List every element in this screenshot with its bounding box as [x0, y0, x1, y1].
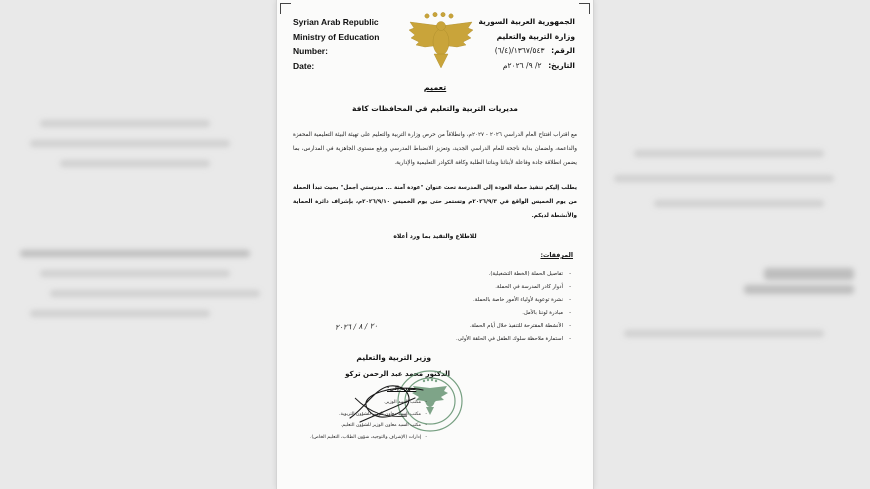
- attachments-title: المرفقات:: [540, 252, 573, 259]
- list-item: -أدوار كادر المدرسة في الحملة.: [495, 284, 571, 290]
- list-item: -إدارات (الإشراف والتوجيه، شؤون الطلاب، التعليم الخاص).: [309, 434, 427, 440]
- blurred-background-right: [594, 0, 870, 489]
- republic-en: Syrian Arab Republic: [293, 17, 379, 27]
- list-item: -مكتب السيد معاون الوزير للشؤون التربوية.: [339, 411, 427, 417]
- date-value-ar: ٢/ ٩/ ٢٠٢٦م: [502, 60, 542, 70]
- list-item: -تفاصيل الحملة (الخطة التشغيلية).: [488, 271, 571, 277]
- list-item: -استمارة ملاحظة سلوك الطفل في الحلقة الأولى.: [456, 336, 571, 342]
- crop-mark: [579, 3, 590, 14]
- handwritten-date: ٢٠ / ٨ / ٢٠٢٦: [334, 321, 378, 332]
- minister-title: وزير التربية والتعليم: [356, 353, 431, 362]
- attachments-list: [311, 268, 571, 346]
- header-english: [293, 15, 379, 73]
- number-label-ar: الرقم:: [551, 46, 575, 55]
- date-label-ar: التاريخ:: [548, 60, 575, 70]
- list-item: -مبادرة لوننا بالأمل.: [522, 310, 571, 316]
- date-label-en: Date:: [293, 60, 315, 71]
- list-item: -نشرة توعوية لأولياء الأمور خاصة بالحملة.: [473, 297, 571, 303]
- list-item: -مكتب السيد معاون الوزير للشؤون التعليم.: [340, 423, 427, 428]
- blurred-background-left: [0, 0, 276, 489]
- ministry-en: Ministry of Education: [293, 31, 380, 42]
- date-row-ar: [479, 59, 576, 74]
- minister-name: الدكتور محمد عبد الرحمن تركو: [345, 370, 450, 378]
- crop-mark: [280, 3, 291, 14]
- list-item: -الأنشطة المقترحة للتنفيذ خلال أيام الحملة.: [469, 323, 571, 329]
- number-label-en: Number:: [293, 46, 328, 56]
- republic-ar: الجمهورية العربية السورية: [478, 17, 575, 26]
- number-row-ar: [479, 44, 576, 59]
- document-title: تعميم: [423, 83, 447, 92]
- cc-list: [287, 397, 427, 443]
- cc-title: صورة إلى:: [387, 386, 417, 392]
- document-addressee: مديريات التربية والتعليم في المحافظات كافة: [352, 104, 518, 113]
- eagle-emblem-icon: [407, 12, 475, 70]
- header-arabic: [479, 15, 576, 73]
- ministry-ar: وزارة التربية والتعليم: [496, 31, 575, 41]
- body-paragraph-1: مع اقتراب افتتاح العام الدراسي ٢٠٢٦ - ٢٠٢٧م، وانطلاقاً من حرص وزارة التربية والتعليم على تهيئة البيئة التعليمية المحفزة والداعمة، ولضمان بداية ناجحة للعام الدراسي الجديد، وتعزيز الانضباط المدرسي ورفع مستوى الجاهزية في المدارس، بما يضمن انطلاقة جادة وفاعلة لأبنائنا وبناتنا الطلبة وكافة الكوادر التعليمية والإدارية.: [293, 132, 577, 166]
- list-item: -مكتب السيد الوزير.: [384, 400, 427, 405]
- body-paragraph-2: يطلب إليكم تنفيذ حملة العودة إلى المدرسة تحت عنوان "عودة آمنة ... مدرستي أجمل" بحيث تبدأ الحملة من يوم الخميس الواقع في ٢٠٢٦/٩/٣م وتستمر حتى يوم الخميس ٢٠٢٦/٩/١٠م، بإشراف دائرة الحماية والأنشطة لديكم.: [293, 185, 577, 219]
- official-document: [277, 0, 593, 489]
- closing-line: للاطلاع والتقيد بما ورد أعلاه: [393, 233, 477, 240]
- number-value-ar: ١٣٦٧/٥٤٣/(٦/٤): [494, 46, 545, 55]
